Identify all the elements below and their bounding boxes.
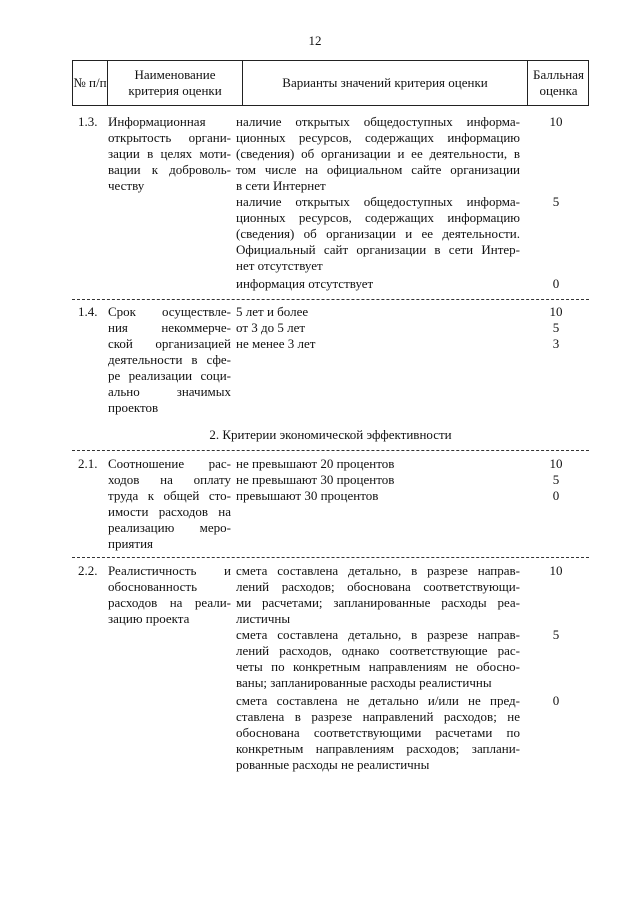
variant-line: от 3 до 5 лет xyxy=(236,320,306,335)
header-num: № п/п xyxy=(73,61,108,105)
section-title: 2. Критерии экономической эффективности xyxy=(209,427,452,442)
row-divider xyxy=(72,450,589,451)
criterion-line: имости расходов на xyxy=(108,504,231,519)
variant-line: (сведения) об организации и ее деятельности, в xyxy=(236,146,520,161)
criterion-line: зации в целях моти- xyxy=(108,146,231,161)
criterion-line: Срок осуществле- xyxy=(108,304,231,319)
score-value: 0 xyxy=(552,488,560,503)
criterion-line: обоснованность xyxy=(108,579,198,594)
criterion-line: Информационная xyxy=(108,114,206,129)
score-value: 5 xyxy=(552,472,560,487)
variant-line: смета составлена не детально и/или не пред- xyxy=(236,693,520,708)
score-value: 10 xyxy=(549,114,563,129)
score-value: 3 xyxy=(552,336,560,351)
criterion-line: ре реализации соци- xyxy=(108,368,231,383)
header-score: Балльная оценка xyxy=(533,67,584,98)
criterion-line: зацию проекта xyxy=(108,611,190,626)
criterion-line: вации к доброволь- xyxy=(108,162,231,177)
header-variants: Варианты значений критерия оценки xyxy=(243,61,528,105)
variant-line: лений расходов; обоснована соответствующи- xyxy=(236,579,520,594)
header-name: Наименование критерия оценки xyxy=(108,61,243,105)
variant-line: наличие открытых общедоступных информа- xyxy=(236,114,520,129)
variant-line: обоснована соответствующими расчетами по xyxy=(236,725,520,740)
criterion-line: расходов на реали- xyxy=(108,595,231,610)
criterion-line: ально значимых xyxy=(108,384,231,399)
criterion-line: открытость органи- xyxy=(108,130,231,145)
row-divider xyxy=(72,299,589,300)
row-number: 2.1. xyxy=(78,456,98,471)
score-value: 5 xyxy=(552,320,560,335)
variant-line: ционных ресурсов, содержащих информацию xyxy=(236,210,520,225)
variant-line: листичны xyxy=(236,611,291,626)
variant-line: в сети Интернет xyxy=(236,178,326,193)
score-value: 5 xyxy=(552,194,560,209)
criterion-line: труда к общей сто- xyxy=(108,488,231,503)
variant-line: нет отсутствует xyxy=(236,258,323,273)
variant-line: ционных ресурсов, содержащих информацию xyxy=(236,130,520,145)
variant-line: ваны; запланированные расходы реалистичны xyxy=(236,675,492,690)
variant-line: не превышают 20 процентов xyxy=(236,456,395,471)
criterion-line: честву xyxy=(108,178,145,193)
criterion-line: реализацию меро- xyxy=(108,520,231,535)
variant-line: конкретным направлениям расходов; заплани- xyxy=(236,741,520,756)
variant-line: рованные расходы не реалистичны xyxy=(236,757,430,772)
variant-line: наличие открытых общедоступных информа- xyxy=(236,194,520,209)
score-value: 0 xyxy=(552,276,560,291)
score-value: 10 xyxy=(549,304,563,319)
page-number: 12 xyxy=(308,33,322,48)
criterion-line: ходов на оплату xyxy=(108,472,231,487)
variant-line: не менее 3 лет xyxy=(236,336,316,351)
table-header xyxy=(72,60,589,106)
score-value: 10 xyxy=(549,456,563,471)
score-value: 5 xyxy=(552,627,560,642)
row-number: 1.4. xyxy=(78,304,98,319)
variant-line: информация отсутствует xyxy=(236,276,374,291)
criterion-line: ния некоммерче- xyxy=(108,320,231,335)
variant-line: Официальный сайт организации в сети Интер- xyxy=(236,242,520,257)
variant-line: превышают 30 процентов xyxy=(236,488,379,503)
variant-line: том числе на официальном сайте организации xyxy=(236,162,520,177)
criterion-line: Соотношение рас- xyxy=(108,456,231,471)
row-divider xyxy=(72,557,589,558)
variant-line: 5 лет и более xyxy=(236,304,309,319)
criterion-line: Реалистичность и xyxy=(108,563,231,578)
variant-line: (сведения) об организации и ее деятельности. xyxy=(236,226,520,241)
variant-line: смета составлена детально, в разрезе направ- xyxy=(236,627,520,642)
criterion-line: деятельности в сфе- xyxy=(108,352,231,367)
criterion-line: ской организацией xyxy=(108,336,231,351)
score-value: 0 xyxy=(552,693,560,708)
variant-line: не превышают 30 процентов xyxy=(236,472,395,487)
criterion-line: приятия xyxy=(108,536,154,551)
variant-line: смета составлена детально, в разрезе направ- xyxy=(236,563,520,578)
variant-line: ставлена в разрезе направлений расходов; не xyxy=(236,709,520,724)
row-number: 1.3. xyxy=(78,114,98,129)
row-number: 2.2. xyxy=(78,563,98,578)
variant-line: ми расчетами; запланированные расходы реа- xyxy=(236,595,520,610)
criterion-line: проектов xyxy=(108,400,159,415)
variant-line: лений расходов, однако соответствующие рас- xyxy=(236,643,520,658)
score-value: 10 xyxy=(549,563,563,578)
variant-line: четы по конкретным направлениям не обосно- xyxy=(236,659,520,674)
